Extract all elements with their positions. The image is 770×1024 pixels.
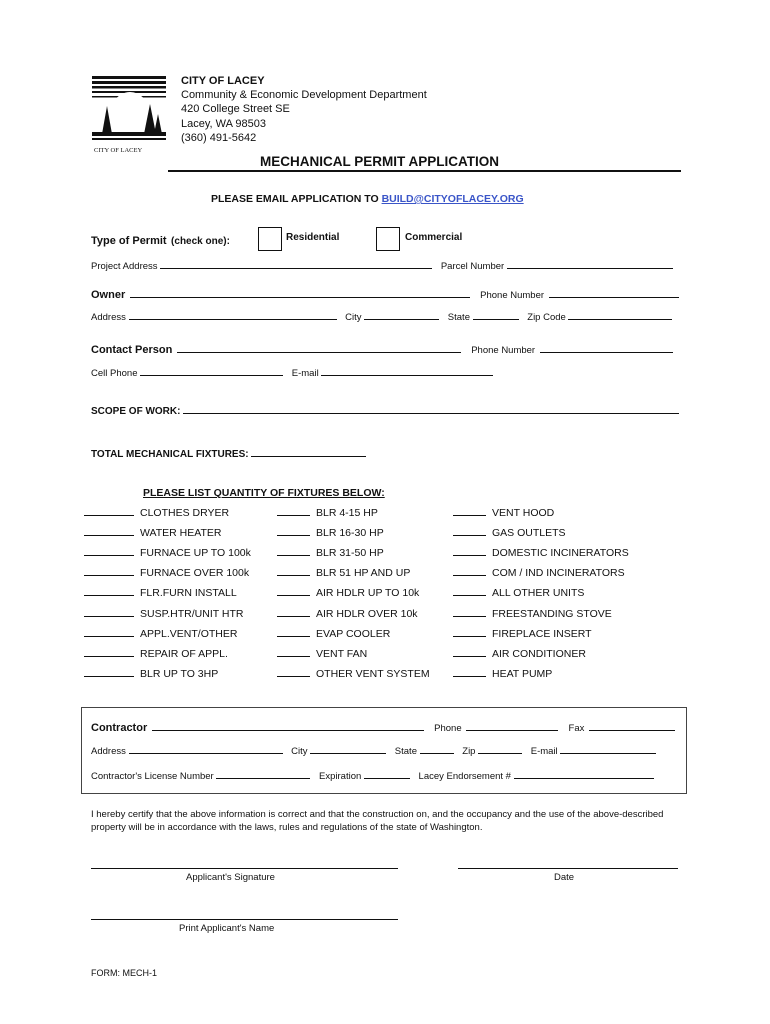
fixture-quantity-field[interactable] (453, 627, 486, 637)
commercial-label: Commercial (405, 232, 463, 243)
fixture-quantity-field[interactable] (277, 647, 310, 657)
permit-type-label: Type of Permit (91, 235, 167, 247)
total-fixtures-row (91, 447, 366, 460)
fixture-row (277, 647, 367, 660)
fixture-label: AIR HDLR OVER 10k (316, 607, 418, 620)
fixture-label: BLR 31-50 HP (316, 547, 384, 560)
permit-type-row (91, 231, 230, 249)
fixture-row (453, 667, 552, 680)
contractor-license-row (91, 769, 654, 782)
project-address-row (91, 259, 673, 272)
fixture-label: BLR 16-30 HP (316, 527, 384, 540)
license-number-label: Contractor's License Number (91, 771, 214, 782)
fixture-row (277, 586, 419, 599)
fixture-quantity-field[interactable] (84, 667, 134, 677)
title-divider (168, 170, 681, 172)
applicant-signature-line[interactable] (91, 868, 398, 869)
fixture-row (453, 506, 554, 519)
fixture-label: BLR 51 HP AND UP (316, 567, 411, 580)
city-field[interactable] (364, 310, 439, 320)
page-title: MECHANICAL PERMIT APPLICATION (260, 154, 499, 169)
fixture-row (453, 627, 592, 640)
fixture-row (277, 526, 384, 539)
fixture-label: DOMESTIC INCINERATORS (492, 547, 629, 560)
fixture-row (453, 647, 586, 660)
fixture-row (277, 546, 384, 559)
department: Community & Economic Development Department (181, 89, 427, 102)
cell-phone-label: Cell Phone (91, 368, 138, 379)
fixture-quantity-field[interactable] (277, 526, 310, 536)
permit-type-hint: (check one): (171, 236, 230, 247)
office-phone: (360) 491-5642 (181, 131, 257, 144)
fixture-quantity-field[interactable] (84, 546, 134, 556)
applicant-signature-label: Applicant's Signature (186, 872, 275, 883)
fixture-label: REPAIR OF APPL. (140, 647, 228, 660)
contractor-email-label: E-mail (530, 746, 558, 757)
project-address-field[interactable] (160, 259, 432, 269)
certification-statement: I hereby certify that the above information is correct and that the construction on, and the occupancy and the use of the above-described property will be in accordance with the laws, rules and regulations of the state of Washington. (91, 809, 664, 833)
contact-person-label: Contact Person (91, 344, 173, 356)
contractor-fax-field[interactable] (589, 721, 675, 731)
fixture-row (453, 586, 584, 599)
fixture-label: WATER HEATER (140, 527, 222, 540)
zip-label: Zip Code (527, 312, 566, 323)
fixture-quantity-field[interactable] (84, 627, 134, 637)
fixture-quantity-field[interactable] (277, 667, 310, 677)
contractor-city-label: City (291, 746, 308, 757)
parcel-number-field[interactable] (507, 259, 673, 269)
contractor-address-row (91, 744, 656, 757)
fixture-row (84, 647, 228, 660)
fixture-row (277, 607, 418, 620)
cell-phone-field[interactable] (140, 366, 283, 376)
project-address-label: Project Address (91, 261, 158, 272)
fixture-label: AIR HDLR UP TO 10k (316, 587, 420, 600)
fixture-row (453, 566, 625, 579)
fixture-row (277, 667, 430, 680)
fixture-row (84, 526, 221, 539)
fixture-quantity-field[interactable] (277, 566, 310, 576)
total-fixtures-label: TOTAL MECHANICAL FIXTURES: (91, 449, 249, 460)
fixture-quantity-field[interactable] (277, 546, 310, 556)
fixture-label: GAS OUTLETS (492, 527, 566, 540)
fixture-row (84, 607, 243, 620)
contact-phone-label: Phone Number (471, 345, 536, 356)
expiration-field[interactable] (364, 769, 410, 779)
expiration-label: Expiration (319, 771, 362, 782)
contact-person-field[interactable] (177, 343, 461, 353)
owner-row (91, 285, 679, 303)
fixture-quantity-field[interactable] (453, 647, 486, 657)
fixture-label: FLR.FURN INSTALL (140, 587, 237, 600)
owner-phone-field[interactable] (549, 288, 679, 298)
fixture-row (277, 506, 378, 519)
contractor-row (91, 718, 675, 736)
fixture-quantity-field[interactable] (453, 566, 486, 576)
fixture-row (277, 566, 410, 579)
contractor-city-field[interactable] (310, 744, 386, 754)
fixture-row (277, 627, 390, 640)
parcel-number-label: Parcel Number (440, 261, 505, 272)
header-address (181, 74, 427, 145)
org-name: CITY OF LACEY (181, 75, 265, 87)
fixture-label: BLR 4-15 HP (316, 507, 378, 519)
scope-row (91, 404, 679, 417)
commercial-checkbox[interactable] (376, 227, 400, 251)
fixture-quantity-field[interactable] (277, 586, 310, 596)
fixture-label: ALL OTHER UNITS (492, 587, 585, 600)
email-instruction (211, 193, 524, 205)
fixture-quantity-field[interactable] (84, 526, 134, 536)
fixture-label: FURNACE UP TO 100k (140, 547, 251, 560)
city-of-lacey-logo (90, 76, 168, 154)
fixtures-heading: PLEASE LIST QUANTITY OF FIXTURES BELOW: (143, 487, 385, 499)
owner-phone-label: Phone Number (480, 290, 545, 301)
fixture-row (84, 506, 229, 519)
contractor-zip-field[interactable] (478, 744, 522, 754)
fixture-row (453, 607, 612, 620)
fixture-label: HEAT PUMP (492, 667, 553, 680)
fixture-quantity-field[interactable] (277, 506, 310, 516)
fixture-row (84, 667, 218, 680)
contractor-state-label: State (394, 746, 417, 757)
fixture-row (84, 566, 249, 579)
scope-label: SCOPE OF WORK: (91, 406, 181, 417)
fixture-quantity-field[interactable] (84, 586, 134, 596)
fixture-label: CLOTHES DRYER (140, 507, 230, 519)
print-name-line[interactable] (91, 919, 398, 920)
contractor-email-field[interactable] (560, 744, 656, 754)
license-number-field[interactable] (216, 769, 310, 779)
fixture-quantity-field[interactable] (84, 647, 134, 657)
fixture-label: BLR UP TO 3HP (140, 667, 219, 680)
city-label: City (345, 312, 362, 323)
contractor-phone-label: Phone (434, 723, 462, 734)
fixture-quantity-field[interactable] (453, 607, 486, 617)
street-address: 420 College Street SE (181, 103, 290, 116)
fixture-label: SUSP.HTR/UNIT HTR (140, 607, 244, 620)
fixture-quantity-field[interactable] (453, 667, 486, 677)
fixture-label: COM / IND INCINERATORS (492, 567, 625, 580)
fixture-label: FURNACE OVER 100k (140, 567, 250, 580)
fixture-label: FREESTANDING STOVE (492, 607, 612, 620)
fixture-row (84, 627, 237, 640)
contractor-state-field[interactable] (420, 744, 454, 754)
fixture-row (453, 526, 566, 539)
endorsement-field[interactable] (514, 769, 654, 779)
email-link[interactable]: BUILD@CITYOFLACEY.ORG (381, 193, 524, 205)
fixture-quantity-field[interactable] (453, 526, 486, 536)
fixture-row (84, 546, 251, 559)
address-label: Address (91, 312, 126, 323)
fixture-label: AIR CONDITIONER (492, 647, 586, 660)
form-id: FORM: MECH-1 (91, 968, 157, 978)
contractor-address-label: Address (91, 746, 126, 757)
fixture-row (453, 546, 629, 559)
owner-field[interactable] (130, 288, 470, 298)
fixture-quantity-field[interactable] (453, 506, 486, 516)
fixture-label: FIREPLACE INSERT (492, 627, 592, 640)
owner-label: Owner (91, 289, 126, 301)
fixture-quantity-field[interactable] (84, 566, 134, 576)
contractor-label: Contractor (91, 722, 148, 734)
residential-label: Residential (286, 232, 340, 243)
logo-city-text: CITY OF LACEY (94, 147, 143, 154)
state-label: State (447, 312, 470, 323)
fixture-quantity-field[interactable] (277, 627, 310, 637)
address-field[interactable] (129, 310, 337, 320)
fixture-label: OTHER VENT SYSTEM (316, 667, 430, 680)
email-label: E-mail (291, 368, 319, 379)
fixture-quantity-field[interactable] (277, 607, 310, 617)
contractor-phone-field[interactable] (466, 721, 558, 731)
fixture-quantity-field[interactable] (453, 546, 486, 556)
owner-address-row (91, 310, 672, 323)
contractor-fax-label: Fax (568, 723, 585, 734)
residential-checkbox[interactable] (258, 227, 282, 251)
fixture-quantity-field[interactable] (453, 586, 486, 596)
fixture-quantity-field[interactable] (84, 506, 134, 516)
cell-email-row (91, 366, 493, 379)
total-fixtures-field[interactable] (251, 447, 366, 457)
fixture-label: VENT HOOD (492, 507, 555, 519)
fixture-row (84, 586, 237, 599)
state-field[interactable] (473, 310, 519, 320)
email-instruction-text: PLEASE EMAIL APPLICATION TO (211, 193, 379, 205)
fixture-label: VENT FAN (316, 647, 368, 660)
email-field[interactable] (321, 366, 493, 376)
fixture-label: EVAP COOLER (316, 627, 391, 640)
scope-field[interactable] (183, 404, 679, 414)
contact-person-row (91, 340, 673, 358)
contact-phone-field[interactable] (540, 343, 673, 353)
endorsement-label: Lacey Endorsement # (418, 771, 511, 782)
contractor-field[interactable] (152, 721, 424, 731)
print-name-label: Print Applicant's Name (179, 923, 275, 934)
date-line[interactable] (458, 868, 678, 869)
zip-field[interactable] (568, 310, 672, 320)
date-label: Date (554, 872, 575, 883)
city-state-zip: Lacey, WA 98503 (181, 117, 266, 130)
fixture-label: APPL.VENT/OTHER (140, 627, 238, 640)
fixture-quantity-field[interactable] (84, 607, 134, 617)
contractor-address-field[interactable] (129, 744, 283, 754)
contractor-zip-label: Zip (462, 746, 476, 757)
